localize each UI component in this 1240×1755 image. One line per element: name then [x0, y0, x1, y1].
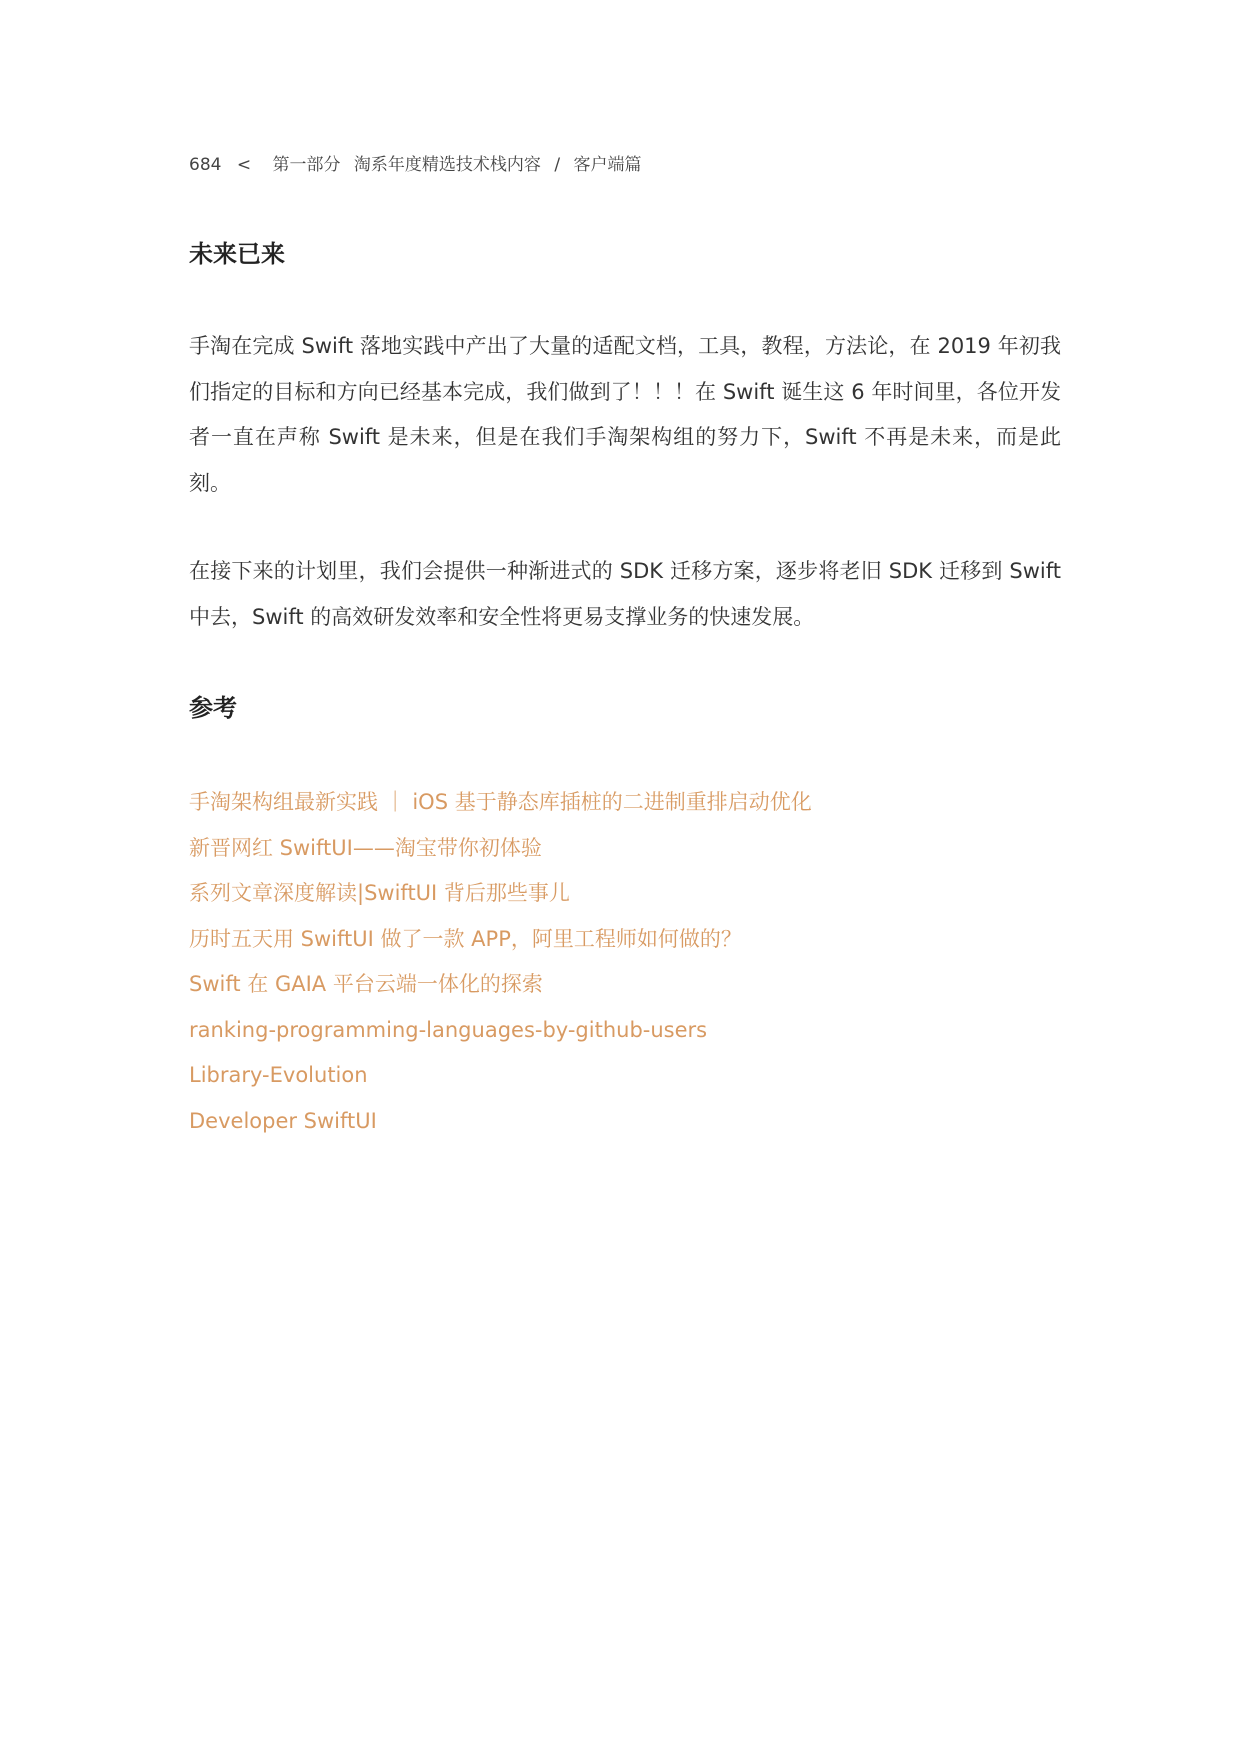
reference-link[interactable]: 系列文章深度解读|SwiftUI 背后那些事儿 [189, 881, 570, 905]
header-slash: / [554, 155, 561, 175]
section-title-references: 参考 [189, 694, 237, 722]
body-paragraph-1: 手淘在完成 Swift 落地实践中产出了大量的适配文档，工具，教程，方法论，在 2019 年初我们指定的目标和方向已经基本完成，我们做到了！！！在 Swift 诞生这 6 年时间里，各位开发者一直在声称 Swift 是未来，但是在我们手淘架构组的努力下，Swift 不再是未来，而是此刻。 [189, 334, 1062, 495]
reference-link[interactable]: Swift 在 GAIA 平台云端一体化的探索 [189, 972, 543, 996]
reference-link[interactable]: 新晋网红 SwiftUI——淘宝带你初体验 [189, 835, 542, 860]
reference-list [189, 780, 1061, 1144]
reference-link[interactable]: Library-Evolution [189, 1063, 368, 1087]
page-number: 684 [189, 155, 222, 175]
header-part: 第一部分 [272, 155, 341, 175]
header-book-title: 淘系年度精选技术栈内容 [353, 155, 541, 175]
reference-link[interactable]: 手淘架构组最新实践 ｜ iOS 基于静态库插桩的二进制重排启动优化 [189, 790, 812, 814]
reference-link[interactable]: Developer SwiftUI [189, 1108, 377, 1133]
section-title-future: 未来已来 [189, 240, 285, 268]
header-chapter: 客户端篇 [573, 155, 642, 175]
reference-link[interactable]: ranking-programming-languages-by-github-users [189, 1017, 708, 1042]
header-separator: < [236, 155, 252, 175]
body-paragraph-2: 在接下来的计划里，我们会提供一种渐进式的 SDK 迁移方案，逐步将老旧 SDK 迁移到 Swift 中去，Swift 的高效研发效率和安全性将更易支撑业务的快速发展。 [189, 559, 1061, 629]
document-page [189, 150, 1061, 1144]
reference-link[interactable]: 历时五天用 SwiftUI 做了一款 APP，阿里工程师如何做的？ [189, 926, 742, 951]
running-header [189, 150, 1061, 180]
